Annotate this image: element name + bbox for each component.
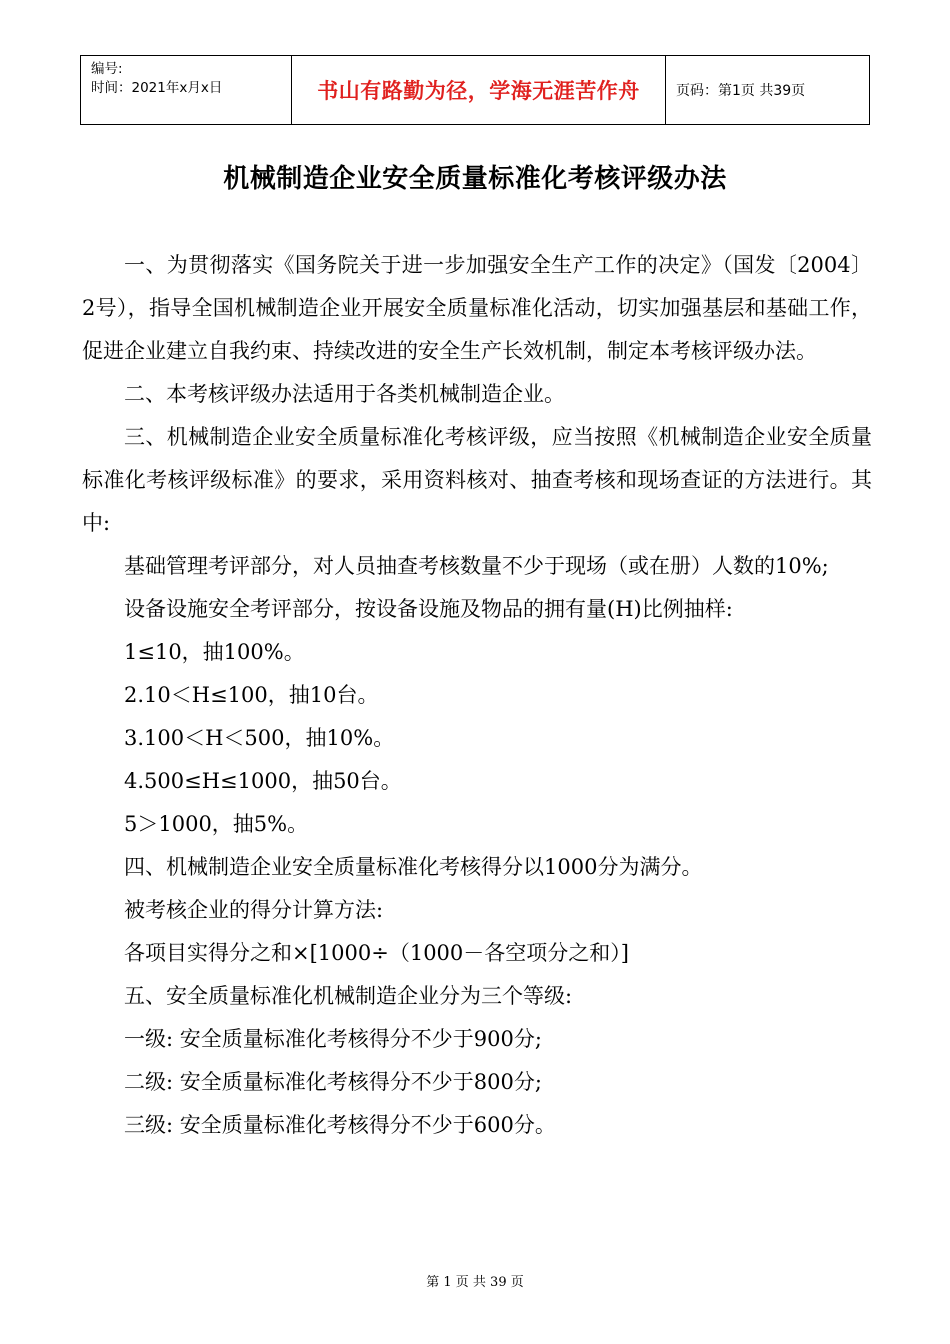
- paragraph: 基础管理考评部分，对人员抽查考核数量不少于现场（或在册）人数的10%;: [124, 554, 829, 578]
- serial-number-label: 编号:: [91, 61, 123, 77]
- list-item: 1≤10，抽100%。: [124, 640, 305, 664]
- paragraph: 五、安全质量标准化机械制造企业分为三个等级:: [124, 984, 573, 1008]
- list-item: 二级: 安全质量标准化考核得分不少于800分;: [124, 1070, 542, 1094]
- list-item: 3.100＜H＜500，抽10%。: [124, 726, 395, 750]
- list-item: 5＞1000，抽5%。: [124, 812, 309, 836]
- paragraph: 四、机械制造企业安全质量标准化考核得分以1000分为满分。: [124, 855, 703, 879]
- paragraph: 设备设施安全考评部分，按设备设施及物品的拥有量(H)比例抽样:: [124, 597, 733, 621]
- document-title: 机械制造企业安全质量标准化考核评级办法: [223, 164, 727, 194]
- page-footer: 第 1 页 共 39 页: [426, 1275, 524, 1290]
- header-page-label: 页码：第1页 共39页: [666, 56, 870, 125]
- date-label: 时间：2021年x月x日: [91, 80, 223, 96]
- document-body: [82, 244, 872, 1147]
- list-item: 一级: 安全质量标准化考核得分不少于900分;: [124, 1027, 542, 1051]
- list-item: 2.10＜H≤100，抽10台。: [124, 683, 379, 707]
- paragraph: 一、为贯彻落实《国务院关于进一步加强安全生产工作的决定》（国发〔2004〕2号），指导全国机械制造企业开展安全质量标准化活动，切实加强基层和基础工作，促进企业建立自我约束、持续改进的安全生产长效机制，制定本考核评级办法。: [82, 253, 872, 363]
- paragraph: 三、机械制造企业安全质量标准化考核评级，应当按照《机械制造企业安全质量标准化考核评级标准》的要求，采用资料核对、抽查考核和现场查证的方法进行。其中:: [82, 425, 872, 535]
- formula: 各项目实得分之和×[1000÷（1000－各空项分之和）]: [124, 941, 629, 965]
- list-item: 三级: 安全质量标准化考核得分不少于600分。: [124, 1113, 556, 1137]
- document-header: [80, 55, 870, 125]
- paragraph: 二、本考核评级办法适用于各类机械制造企业。: [124, 382, 565, 406]
- paragraph: 被考核企业的得分计算方法:: [124, 898, 384, 922]
- header-motto: 书山有路勤为径，学海无涯苦作舟: [292, 56, 666, 125]
- list-item: 4.500≤H≤1000，抽50台。: [124, 769, 402, 793]
- header-meta-cell: [81, 56, 292, 125]
